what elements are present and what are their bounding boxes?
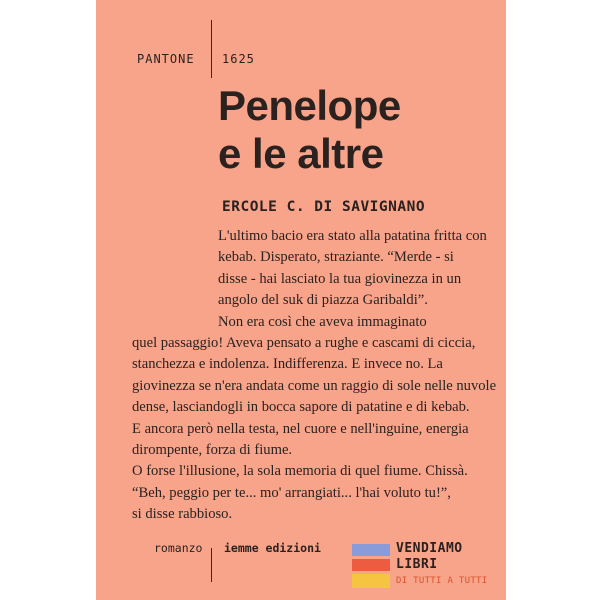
excerpt-line: dirompente, forza di fiume. (132, 441, 293, 458)
pantone-code: 1625 (222, 52, 255, 66)
excerpt-line: si disse rabbioso. (132, 506, 233, 523)
pantone-label: PANTONE (137, 52, 195, 66)
publisher-name: iemme edizioni (224, 541, 321, 555)
logo-line-1: VENDIAMO (396, 541, 463, 556)
excerpt-line: quel passaggio! Aveva pensato a rughe e cascami di ciccia, (132, 335, 476, 351)
bottom-divider-line (211, 548, 212, 582)
excerpt-line: E ancora però nella testa, nel cuore e nell'inguine, energia (132, 420, 469, 437)
title-line-2: e le altre (218, 130, 384, 177)
excerpt-line: L'ultimo bacio era stato alla patatina fritta con (218, 228, 487, 244)
logo-bar-blue (352, 544, 390, 556)
genre-label: romanzo (154, 541, 203, 555)
excerpt-upper (218, 226, 487, 333)
logo-bar-yellow (352, 574, 390, 588)
vendiamo-libri-logo (352, 540, 492, 592)
top-divider-line (211, 20, 212, 78)
excerpt-line: stanchezza e indolenza. Indifferenza. E invece no. La (132, 356, 443, 373)
logo-line-2: LIBRI (396, 557, 438, 572)
logo-bar-red (352, 559, 390, 571)
title-line-1: Penelope (218, 82, 401, 129)
excerpt-line: dense, lasciandogli in bocca sapore di patatine e di kebab. (132, 399, 470, 416)
excerpt-line: O forse l'illusione, la sola memoria di quel fiume. Chissà. (132, 463, 468, 480)
excerpt-line: disse - hai lasciato la tua giovinezza in un (218, 270, 462, 287)
book-title (218, 82, 401, 178)
author-name: ERCOLE C. DI SAVIGNANO (222, 199, 426, 215)
excerpt-line: kebab. Disperato, straziante. “Merde - si (218, 249, 454, 266)
excerpt-line: Non era così che aveva immaginato (218, 313, 427, 330)
excerpt-line: giovinezza se n'era andata come un raggio di sole nelle nuvole (132, 377, 497, 394)
excerpt-line: “Beh, peggio per te... mo' arrangiati... l'hai voluto tu!”, (132, 484, 451, 501)
logo-tagline: DI TUTTI A TUTTI (396, 576, 488, 586)
excerpt-line: angolo del suk di piazza Garibaldi”. (218, 292, 428, 309)
excerpt-lower (132, 333, 496, 526)
